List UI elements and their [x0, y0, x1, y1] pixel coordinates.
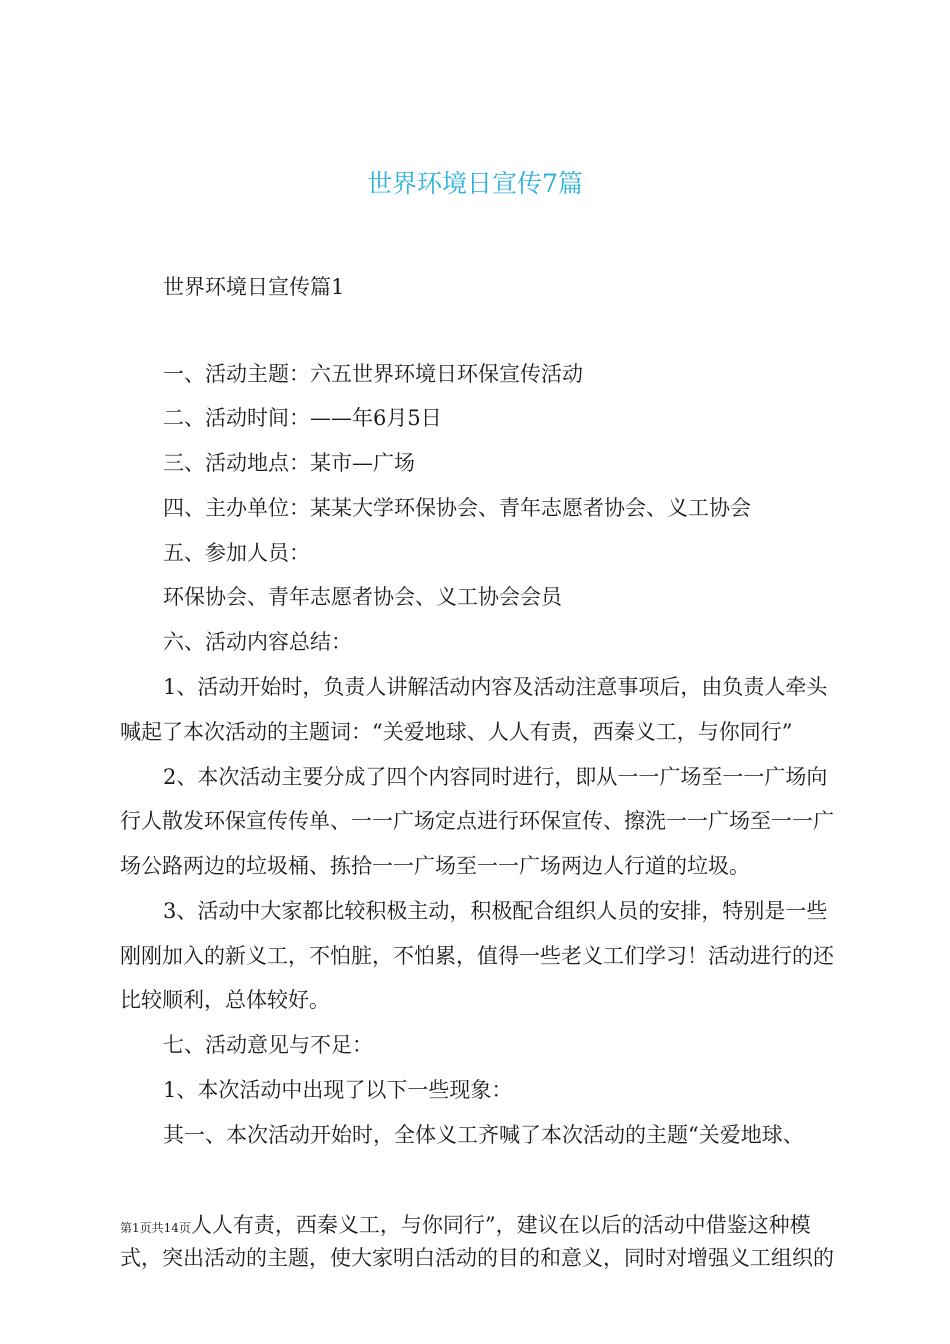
paragraph-2-line-1: 2、本次活动主要分成了四个内容同时进行，即从一一广场至一一广场向	[163, 765, 828, 789]
item-theme: 一、活动主题：六五世界环境日环保宣传活动	[163, 362, 583, 386]
document-title: 世界环境日宣传7篇	[367, 169, 583, 198]
paragraph-1-line-1: 1、活动开始时，负责人讲解活动内容及活动注意事项后，由负责人牵头	[163, 675, 828, 699]
section-heading: 世界环境日宣传篇1	[163, 275, 345, 299]
feedback-item-1: 1、本次活动中出现了以下一些现象：	[163, 1078, 513, 1102]
page-number: 第1页共14页	[120, 1221, 191, 1235]
feedback-label: 七、活动意见与不足：	[163, 1033, 373, 1057]
footer-line-2: 式，突出活动的主题，使大家明白活动的目的和意义，同时对增强义工组织的	[120, 1246, 834, 1270]
item-participants-label: 五、参加人员：	[163, 541, 310, 565]
footer-text-1: 人人有责，西秦义工，与你同行”，建议在以后的活动中借鉴这种模	[190, 1213, 811, 1237]
item-summary-label: 六、活动内容总结：	[163, 630, 352, 654]
page-footer	[120, 1210, 834, 1273]
item-location: 三、活动地点：某市—广场	[163, 451, 415, 475]
paragraph-3-line-2: 刚刚加入的新义工，不怕脏，不怕累，值得一些老义工们学习！活动进行的还	[120, 944, 834, 968]
item-participants: 环保协会、青年志愿者协会、义工协会会员	[163, 585, 562, 609]
paragraph-2-line-2: 行人散发环保宣传传单、一一广场定点进行环保宣传、擦洗一一广场至一一广	[120, 809, 834, 833]
footer-line-1	[120, 1210, 834, 1243]
paragraph-3-line-1: 3、活动中大家都比较积极主动，积极配合组织人员的安排，特别是一些	[163, 899, 828, 923]
item-time: 二、活动时间：——年6月5日	[163, 406, 442, 430]
paragraph-3-line-3: 比较顺利，总体较好。	[120, 988, 330, 1012]
paragraph-2-line-3: 场公路两边的垃圾桶、拣拾一一广场至一一广场两边人行道的垃圾。	[120, 854, 750, 878]
feedback-detail-line-1: 其一、本次活动开始时，全体义工齐喊了本次活动的主题“关爱地球、	[163, 1123, 804, 1147]
paragraph-1-line-2: 喊起了本次活动的主题词：“关爱地球、人人有责，西秦义工，与你同行”	[120, 720, 793, 744]
item-organizers: 四、主办单位：某某大学环保协会、青年志愿者协会、义工协会	[163, 496, 751, 520]
